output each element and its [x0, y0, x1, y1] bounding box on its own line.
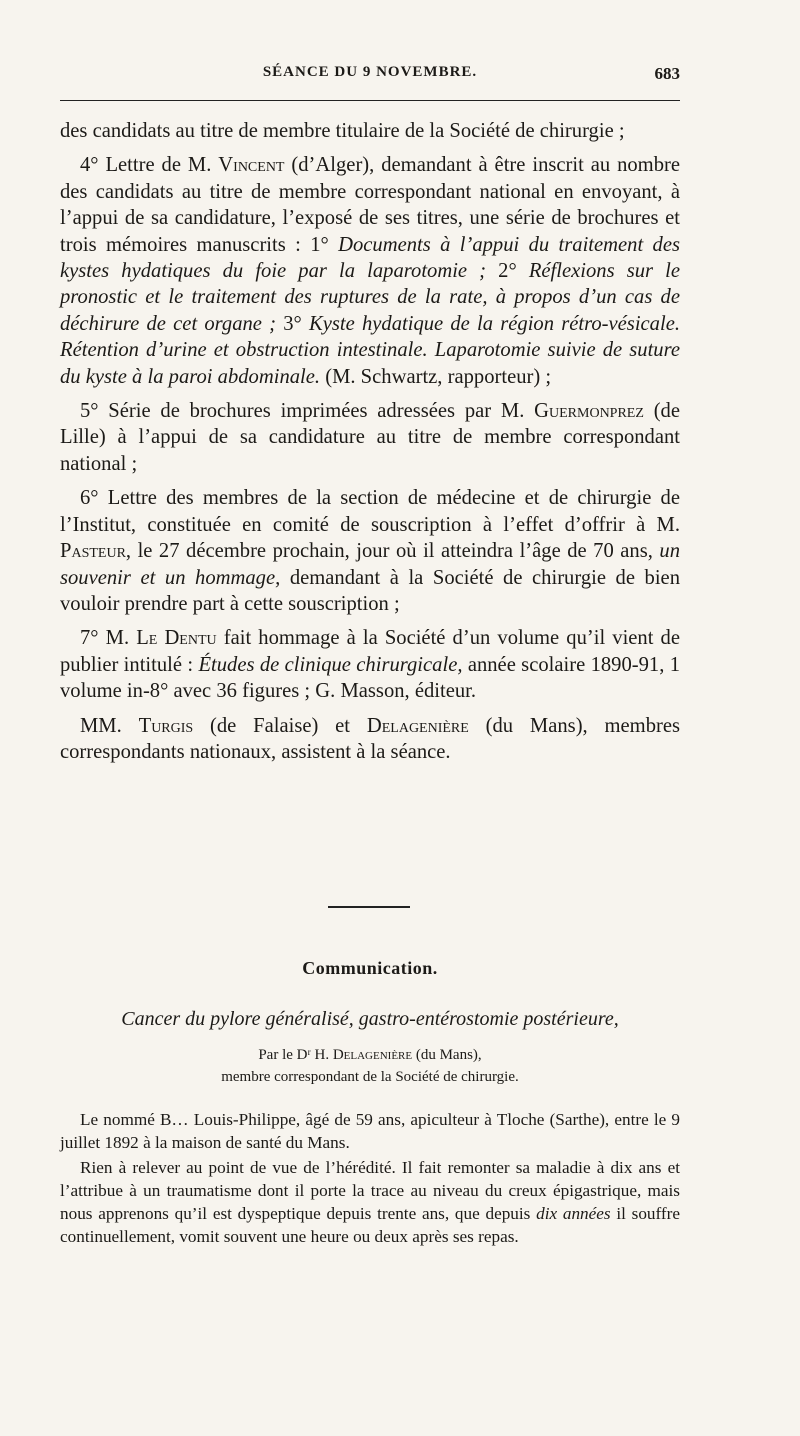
attendance-text2: (du Mans), membres correspondants nationaux, assistent à la séance. — [60, 714, 681, 763]
item-4-text3: 3° — [276, 312, 309, 335]
name-turgis: Turgis — [138, 714, 194, 737]
byline-lead: Par le Dʳ H. — [258, 1047, 333, 1063]
case-p2-b: il souffre continuellement, vomit souvent une heure ou deux après ses repas. — [60, 1204, 681, 1246]
session-body — [60, 118, 680, 773]
item-4-title1: Documents à l’appui du traitement des kystes hydatiques du foie par la laparotomie ; — [60, 233, 681, 283]
case-report — [60, 1108, 680, 1250]
page-number: 683 — [654, 64, 680, 83]
item-6-text2: demandant à la Société de chirurgie de bien vouloir prendre part à cette souscription ; — [60, 566, 680, 615]
byline-rest: (du Mans), — [412, 1047, 482, 1063]
item-7-lead: 7° M. — [80, 627, 137, 650]
item-7-text2: année scolaire 1890-91, 1 volume in-8° avec 36 figures ; G. Masson, éditeur. — [60, 653, 680, 703]
attendance-lead: MM. — [80, 714, 139, 737]
item-6-italic: un souvenir et un hommage, — [60, 540, 680, 589]
item-6-text1: , le 27 décembre prochain, jour où il atteindra l’âge de 70 ans, — [125, 540, 660, 563]
paragraph-item-6 — [60, 485, 680, 617]
case-p2-a: Rien à relever au point de vue de l’hérédité. Il fait remonter sa maladie à dix ans et l’attribue à un traumatisme dont il porte la trace au niveau du creux épigastrique, mais nous apprenons qu’il est dyspeptique depuis trente ans, que depuis — [60, 1158, 680, 1223]
running-head — [60, 64, 680, 90]
item-7-italic: Études de clinique chirurgicale, — [198, 653, 463, 676]
item-4-title2: Réflexions sur le pronostic et le traitement des ruptures de la rate, à propos d’un cas de déchirure de cet organe ; — [60, 260, 680, 335]
running-title: SÉANCE DU 9 NOVEMBRE. — [262, 64, 478, 80]
header-rule — [60, 100, 680, 101]
item-5-text: (de Lille) à l’appui de sa candidature au titre de membre correspondant national ; — [60, 400, 680, 475]
byline-name: Delagenière — [332, 1047, 413, 1063]
item-4-text4: (M. Schwartz, rapporteur) ; — [320, 365, 552, 388]
byline-line-2: membre correspondant de la Société de chirurgie. — [221, 1069, 519, 1085]
item-4-text2: 2° — [486, 260, 529, 283]
byline — [60, 1044, 680, 1088]
communication-heading: Communication. — [302, 958, 438, 978]
name-delageniere: Delagenière — [366, 714, 469, 737]
name-guermonprez: Guermonprez — [534, 400, 644, 423]
item-6-lead: 6° Lettre des membres de la section de médecine et de chirurgie de l’Institut, constituée en comité de souscription à l’effet d’offrir à M. — [60, 487, 680, 536]
attendance-text1: (de Falaise) et — [193, 714, 367, 737]
paragraph-continuation: des candidats au titre de membre titulaire de la Société de chirurgie ; — [60, 120, 625, 142]
item-7-text1: fait hommage à la Société d’un volume qu’il vient de publier intitulé : — [60, 627, 680, 676]
case-p2-italic: dix années — [536, 1204, 611, 1223]
paragraph-item-4 — [60, 152, 680, 390]
section-separator — [328, 906, 410, 908]
case-paragraph-2 — [60, 1156, 680, 1248]
name-vincent: Vincent — [218, 154, 285, 177]
item-4-text1: (d’Alger), demandant à être inscrit au nombre des candidats au titre de membre correspondant national en envoyant, à l’appui de sa candidature, l’exposé de ses titres, une série de brochures et trois mémoires manuscrits : 1° — [60, 154, 680, 256]
paragraph-attendance — [60, 713, 680, 766]
item-4-title3: Kyste hydatique de la région rétro-vésicale. Rétention d’urine et obstruction intestinale. Laparotomie suivie de suture du kyste à la paroi abdominale. — [60, 312, 680, 388]
byline-line-1 — [60, 1044, 680, 1066]
article-title: Cancer du pylore généralisé, gastro-entérostomie postérieure, — [121, 1008, 619, 1030]
item-5-lead: 5° Série de brochures imprimées adressées par M. — [80, 400, 535, 423]
name-le-dentu: Le Dentu — [136, 627, 217, 650]
case-paragraph-1: Le nommé B… Louis-Philippe, âgé de 59 ans, apiculteur à Tloche (Sarthe), entre le 9 juillet 1892 à la maison de santé du Mans. — [60, 1110, 680, 1152]
item-4-lead: 4° Lettre de M. — [80, 154, 219, 177]
paragraph-item-7 — [60, 625, 680, 704]
paragraph-item-5 — [60, 398, 680, 477]
name-pasteur: Pasteur — [60, 540, 126, 563]
